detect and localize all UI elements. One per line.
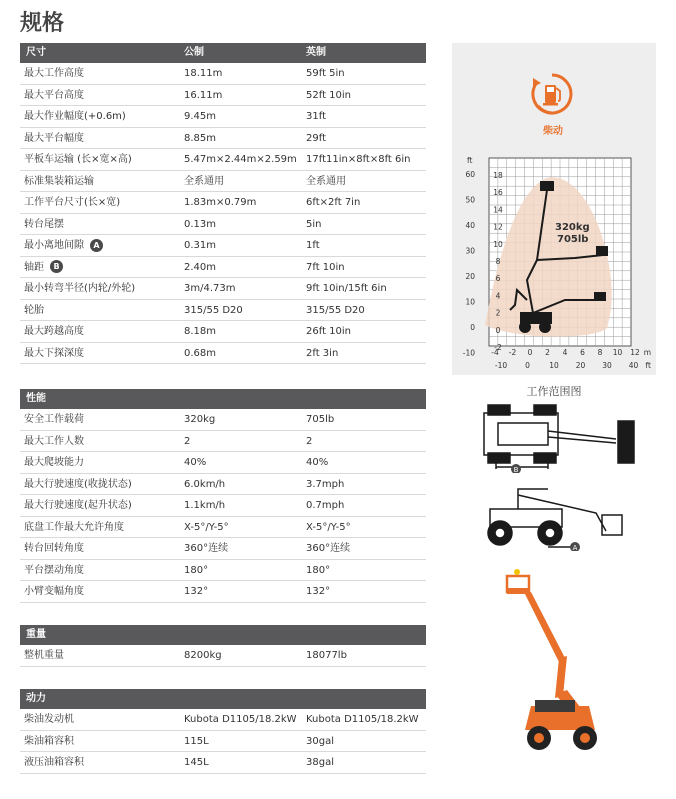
y-tick-label-ft: 40 bbox=[465, 221, 475, 230]
weight-header bbox=[20, 625, 426, 645]
metric-value: 8.18m bbox=[184, 326, 217, 337]
imperial-value: 132° bbox=[306, 586, 331, 597]
spec-label-text: 标准集装箱运输 bbox=[24, 175, 94, 187]
y-tick-label-ft: 0 bbox=[470, 323, 475, 332]
spec-label-text: 平板车运输 (长×宽×高) bbox=[24, 154, 132, 165]
spec-label bbox=[20, 214, 184, 235]
metric-value: 16.11m bbox=[184, 89, 223, 101]
spec-label bbox=[20, 645, 184, 666]
side-view-drawing bbox=[478, 485, 644, 551]
spec-label bbox=[20, 752, 184, 773]
y-tick-label-m: 10 bbox=[493, 239, 503, 249]
spec-label-text: 最大工作人数 bbox=[24, 435, 84, 447]
dimensions-section bbox=[20, 43, 426, 364]
table-row bbox=[20, 63, 426, 85]
imperial-value: 1ft bbox=[306, 240, 320, 251]
metric-value: 全系通用 bbox=[184, 175, 224, 187]
spec-label bbox=[20, 409, 184, 430]
spec-label-text: 安全工作载荷 bbox=[24, 414, 84, 425]
imperial-value: 18077lb bbox=[306, 650, 347, 661]
x-tick-label-ft: -10 bbox=[494, 361, 508, 370]
table-row bbox=[20, 300, 426, 322]
spec-label-text: 最小离地间隙 bbox=[24, 240, 84, 251]
spec-label bbox=[20, 581, 184, 602]
spec-label-text: 液压油箱容积 bbox=[24, 757, 84, 768]
metric-value: 1.1km/h bbox=[184, 500, 226, 511]
spec-label-text: 转台尾摆 bbox=[24, 218, 64, 230]
spec-label bbox=[20, 63, 184, 84]
power-header bbox=[20, 689, 426, 709]
spec-label-text: 转台回转角度 bbox=[24, 543, 84, 554]
imperial-value: 6ft×2ft 7in bbox=[306, 197, 361, 208]
imperial-value: 7ft 10in bbox=[306, 261, 345, 273]
dimensions-header-label: 尺寸 bbox=[26, 47, 46, 58]
metric-value: 40% bbox=[184, 457, 207, 468]
table-row bbox=[20, 645, 426, 667]
table-row bbox=[20, 581, 426, 603]
power-rows bbox=[20, 709, 426, 774]
power-header-label: 动力 bbox=[26, 693, 46, 704]
y-tick-label-ft: 50 bbox=[465, 195, 475, 205]
performance-header-label: 性能 bbox=[26, 393, 46, 404]
performance-section bbox=[20, 389, 426, 603]
spec-label-text: 最大下探深度 bbox=[24, 347, 84, 359]
imperial-value: 59ft 5in bbox=[306, 68, 345, 79]
x-tick-label-m: 10 bbox=[612, 348, 623, 357]
spec-label-text: 底盘工作最大允许角度 bbox=[24, 521, 124, 533]
metric-value: 0.31m bbox=[184, 240, 217, 251]
table-row bbox=[20, 752, 426, 774]
spec-label bbox=[20, 149, 184, 170]
table-row bbox=[20, 431, 426, 453]
metric-value: 1.83m×0.79m bbox=[184, 197, 257, 208]
performance-header bbox=[20, 389, 426, 409]
table-row bbox=[20, 257, 426, 279]
imperial-value: 2ft 3in bbox=[306, 347, 339, 359]
x-tick-label-m: 4 bbox=[562, 348, 568, 357]
y-tick-label-m: 2 bbox=[495, 308, 501, 318]
load-capacity-lb: 705lb bbox=[557, 234, 589, 245]
x-tick-label-ft: 0 bbox=[525, 361, 530, 370]
y-tick-label-m: 16 bbox=[493, 188, 503, 198]
y-tick-label-m: 14 bbox=[493, 205, 503, 215]
metric-value: Kubota D1105/18.2kW bbox=[184, 714, 297, 725]
y-tick-label-m: 18 bbox=[493, 171, 503, 180]
spec-label-text: 整机重量 bbox=[24, 650, 64, 661]
diesel-pump-icon bbox=[530, 72, 574, 116]
top-view-drawing bbox=[478, 403, 644, 473]
imperial-value: 705lb bbox=[306, 414, 335, 425]
weight-section bbox=[20, 625, 426, 667]
metric-value: 0.13m bbox=[184, 218, 217, 230]
imperial-value: 0.7mph bbox=[306, 500, 345, 511]
spec-label bbox=[20, 106, 184, 127]
dimensions-rows bbox=[20, 63, 426, 364]
badge-icon: A bbox=[90, 239, 103, 252]
weight-header-label: 重量 bbox=[26, 629, 46, 640]
x-tick-label-m: -4 bbox=[491, 348, 499, 357]
table-row bbox=[20, 474, 426, 496]
table-row bbox=[20, 149, 426, 171]
spec-label-text: 最大工作高度 bbox=[24, 68, 84, 79]
spec-label bbox=[20, 431, 184, 452]
y-tick-label-m: 0 bbox=[495, 325, 501, 335]
metric-header: 公制 bbox=[184, 47, 204, 58]
power-section bbox=[20, 689, 426, 774]
table-row bbox=[20, 538, 426, 560]
metric-value: X-5°/Y-5° bbox=[184, 521, 229, 533]
dimensions-header bbox=[20, 43, 426, 63]
table-row bbox=[20, 452, 426, 474]
x-tick-label-m: 2 bbox=[545, 348, 550, 357]
metric-value: 0.68m bbox=[184, 347, 217, 359]
metric-value: 320kg bbox=[184, 414, 216, 425]
imperial-value: 315/55 D20 bbox=[306, 304, 365, 316]
table-row bbox=[20, 343, 426, 365]
spec-label-text: 小臂变幅角度 bbox=[24, 586, 84, 597]
table-row bbox=[20, 560, 426, 582]
table-row bbox=[20, 85, 426, 107]
spec-label bbox=[20, 300, 184, 321]
spec-label bbox=[20, 731, 184, 752]
table-row bbox=[20, 517, 426, 539]
imperial-value: 31ft bbox=[306, 111, 326, 122]
spec-label bbox=[20, 128, 184, 149]
machine-photo bbox=[505, 568, 615, 756]
spec-label-text: 轴距 bbox=[24, 261, 44, 273]
metric-value: 145L bbox=[184, 757, 209, 768]
imperial-value: 30gal bbox=[306, 735, 334, 747]
table-row bbox=[20, 731, 426, 753]
table-row bbox=[20, 192, 426, 214]
metric-value: 9.45m bbox=[184, 111, 217, 122]
load-capacity-kg: 320kg bbox=[555, 222, 590, 233]
imperial-value: 5in bbox=[306, 218, 322, 230]
spec-label bbox=[20, 321, 184, 342]
metric-value: 6.0km/h bbox=[184, 478, 226, 490]
page-title: 规格 bbox=[20, 11, 65, 36]
metric-value: 3m/4.73m bbox=[184, 283, 236, 294]
y-tick-label-ft: 30 bbox=[465, 246, 475, 256]
spec-label-text: 柴油发动机 bbox=[24, 714, 74, 725]
x-tick-label-ft: 40 bbox=[628, 361, 639, 370]
metric-value: 180° bbox=[184, 564, 209, 576]
x-tick-label-m: 0 bbox=[527, 348, 533, 357]
imperial-value: 29ft bbox=[306, 132, 326, 144]
table-row bbox=[20, 171, 426, 193]
performance-rows bbox=[20, 409, 426, 603]
metric-value: 115L bbox=[184, 735, 209, 747]
y-tick-label-ft: 20 bbox=[465, 272, 475, 281]
table-row bbox=[20, 214, 426, 236]
spec-label-text: 工作平台尺寸(长×宽) bbox=[24, 197, 121, 208]
chart-caption: 工作范围图 bbox=[526, 385, 582, 398]
badge-icon: B bbox=[50, 260, 63, 273]
y-axis-unit-ft: ft bbox=[467, 156, 473, 165]
metric-value: 2.40m bbox=[184, 261, 217, 273]
x-tick-label-ft: 30 bbox=[602, 361, 612, 370]
imperial-header: 英制 bbox=[306, 47, 326, 58]
y-tick-label-m: 4 bbox=[495, 291, 501, 301]
spec-label bbox=[20, 517, 184, 538]
spec-label bbox=[20, 495, 184, 516]
fuel-label: 柴动 bbox=[543, 126, 563, 137]
y-tick-label-ft: 60 bbox=[465, 170, 475, 179]
spec-label-text: 最大平台高度 bbox=[24, 89, 84, 101]
table-row bbox=[20, 495, 426, 517]
imperial-value: 360°连续 bbox=[306, 543, 351, 554]
metric-value: 18.11m bbox=[184, 68, 223, 79]
table-row bbox=[20, 709, 426, 731]
spec-label-text: 轮胎 bbox=[24, 304, 44, 316]
imperial-value: 9ft 10in/15ft 6in bbox=[306, 283, 387, 294]
metric-value: 315/55 D20 bbox=[184, 304, 243, 316]
imperial-value: 40% bbox=[306, 457, 329, 468]
spec-label bbox=[20, 278, 184, 299]
y-tick-label-m: 6 bbox=[495, 274, 501, 284]
badge-a-label: A bbox=[572, 544, 578, 551]
table-row bbox=[20, 409, 426, 431]
x-tick-label-m: 12 bbox=[630, 348, 640, 357]
table-row bbox=[20, 321, 426, 343]
imperial-value: 38gal bbox=[306, 757, 334, 768]
metric-value: 132° bbox=[184, 586, 209, 597]
spec-label-text: 柴油箱容积 bbox=[24, 735, 74, 747]
x-tick-label-m: -2 bbox=[508, 348, 517, 357]
table-row bbox=[20, 106, 426, 128]
imperial-value: 26ft 10in bbox=[306, 326, 352, 337]
spec-label-text: 最小转弯半径(内轮/外轮) bbox=[24, 283, 136, 294]
x-axis-unit-m: m bbox=[643, 348, 651, 357]
imperial-value: 2 bbox=[306, 435, 313, 447]
spec-label-text: 最大爬坡能力 bbox=[24, 457, 84, 468]
spec-label bbox=[20, 474, 184, 495]
working-range-chart bbox=[455, 150, 657, 378]
metric-value: 8200kg bbox=[184, 650, 222, 661]
imperial-value: 52ft 10in bbox=[306, 89, 352, 101]
y-tick-label-m: -2 bbox=[494, 343, 502, 352]
x-tick-label-m: 8 bbox=[597, 348, 603, 357]
x-axis-unit-ft: ft bbox=[645, 361, 651, 370]
imperial-value: Kubota D1105/18.2kW bbox=[306, 714, 419, 725]
y-tick-label-m: 12 bbox=[493, 222, 503, 232]
spec-label-text: 最大行驶速度(收拢状态) bbox=[24, 478, 132, 490]
metric-value: 2 bbox=[184, 435, 191, 447]
spec-label bbox=[20, 85, 184, 106]
spec-label bbox=[20, 192, 184, 213]
spec-label bbox=[20, 235, 184, 256]
imperial-value: X-5°/Y-5° bbox=[306, 521, 351, 533]
table-row bbox=[20, 128, 426, 150]
spec-label bbox=[20, 709, 184, 730]
y-tick-label-m: 8 bbox=[495, 257, 501, 266]
spec-label bbox=[20, 452, 184, 473]
spec-label-text: 平台摆动角度 bbox=[24, 564, 84, 576]
spec-label bbox=[20, 560, 184, 581]
badge-b-label: B bbox=[513, 466, 519, 473]
y-tick-label-ft: 10 bbox=[465, 297, 475, 307]
spec-label-text: 最大作业幅度(+0.6m) bbox=[24, 111, 126, 122]
spec-label bbox=[20, 343, 184, 364]
spec-label bbox=[20, 538, 184, 559]
imperial-value: 180° bbox=[306, 564, 331, 576]
x-tick-label-m: 6 bbox=[580, 348, 585, 357]
metric-value: 5.47m×2.44m×2.59m bbox=[184, 154, 297, 165]
spec-label-text: 最大跨越高度 bbox=[24, 326, 84, 337]
table-row bbox=[20, 235, 426, 257]
spec-label bbox=[20, 171, 184, 192]
imperial-value: 17ft11in×8ft×8ft 6in bbox=[306, 154, 411, 165]
metric-value: 8.85m bbox=[184, 132, 217, 144]
spec-label bbox=[20, 257, 184, 278]
weight-rows bbox=[20, 645, 426, 667]
imperial-value: 全系通用 bbox=[306, 175, 346, 187]
x-tick-label-ft: 10 bbox=[549, 361, 559, 370]
spec-label-text: 最大平台幅度 bbox=[24, 132, 84, 144]
y-tick-label-ft: -10 bbox=[462, 348, 475, 358]
spec-label-text: 最大行驶速度(起升状态) bbox=[24, 500, 132, 511]
x-tick-label-ft: 20 bbox=[575, 361, 586, 370]
imperial-value: 3.7mph bbox=[306, 478, 345, 490]
table-row bbox=[20, 278, 426, 300]
metric-value: 360°连续 bbox=[184, 543, 229, 554]
